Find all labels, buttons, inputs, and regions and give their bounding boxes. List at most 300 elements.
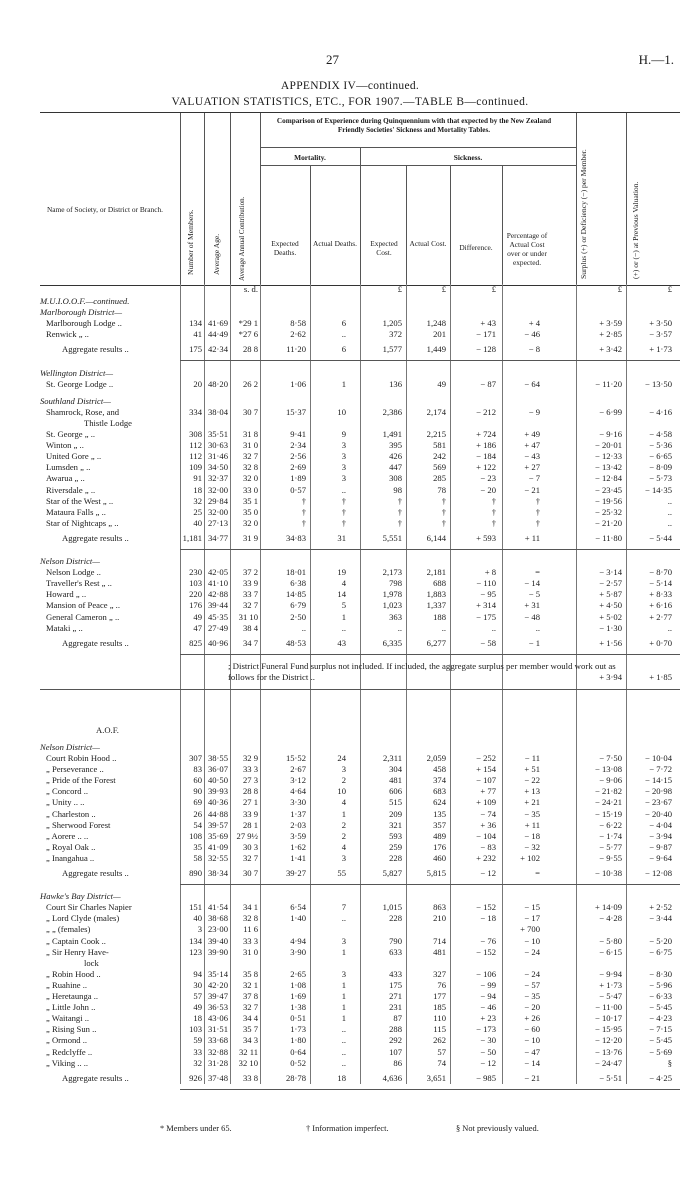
table-row	[40, 902, 680, 913]
row-name: Winton „ ..	[46, 440, 84, 451]
cell-surplus: + 5·02	[599, 611, 622, 622]
table-row	[40, 842, 680, 853]
row-name: „ Aorere .. ..	[46, 830, 89, 841]
cell-exp-cost: 292	[389, 1035, 402, 1046]
cell-percent: †	[535, 495, 540, 506]
cell-contrib: 32 9	[242, 753, 258, 763]
cell-surplus: − 2·57	[599, 578, 622, 589]
row-name: „ Inangahua ..	[46, 852, 95, 863]
cell-act-deaths: ..	[341, 1035, 346, 1046]
row-name: Renwick „ ..	[46, 329, 89, 340]
cell-previous: − 9·87	[649, 841, 672, 852]
cell-previous: + 3·50	[649, 318, 672, 329]
row-name: Hawke's Bay District—	[40, 891, 121, 902]
cell-difference: − 46	[480, 1002, 496, 1013]
note-values	[40, 672, 680, 683]
cell-previous: − 4·04	[649, 819, 672, 830]
cell-difference: − 152	[476, 902, 496, 913]
cell-act-deaths: 1	[341, 979, 346, 990]
cell-surplus: + 3·59	[599, 318, 622, 329]
row-name: Traveller's Rest „ ..	[46, 578, 112, 589]
cell-exp-cost: 259	[389, 841, 402, 852]
cell-act-deaths: 3	[341, 451, 346, 462]
cell-act-deaths: 2	[341, 830, 346, 841]
cell-act-cost: †	[441, 517, 446, 528]
cell-surplus: − 12·84	[594, 473, 622, 484]
cell-act-cost: 569	[433, 462, 446, 473]
cell-exp-cost: 2,386	[382, 406, 402, 417]
cell-act-deaths: 14	[337, 589, 346, 600]
cell-contrib: 32 10	[238, 1057, 258, 1068]
row-name: „ Viking .. ..	[46, 1057, 89, 1068]
cell-exp-cost: 5,551	[382, 532, 402, 543]
unit-row	[40, 284, 680, 295]
cell-previous: − 3·94	[649, 830, 672, 841]
cell-age: 33·68	[207, 1035, 228, 1046]
cell-percent: − 1	[528, 637, 540, 648]
cell-exp-cost: 1,491	[382, 429, 402, 439]
unit-previous: £	[667, 284, 672, 294]
cell-previous: §	[667, 1057, 672, 1068]
unit-surplus: £	[617, 284, 622, 294]
cell-age: 32·00	[207, 506, 228, 517]
cell-previous: − 5·44	[649, 532, 672, 543]
cell-previous: − 9·64	[649, 852, 672, 863]
cell-act-deaths: ..	[341, 913, 346, 924]
cell-members: 40	[193, 913, 202, 924]
row-name: Aggregate results ..	[62, 868, 129, 878]
cell-age: 29·84	[207, 495, 228, 506]
cell-act-deaths: 1	[341, 808, 346, 819]
cell-age: 41·10	[207, 578, 228, 589]
cell-difference: + 36	[480, 819, 496, 830]
cell-age: 41·54	[207, 902, 228, 913]
cell-contrib: 31 0	[242, 440, 258, 451]
cell-surplus: − 5·77	[599, 841, 622, 852]
cell-exp-cost: 515	[389, 797, 402, 808]
cell-age: 44·49	[207, 329, 228, 340]
cell-percent: − 14	[524, 578, 540, 589]
cell-exp-cost: 87	[393, 1013, 402, 1024]
cell-exp-deaths: 2·34	[290, 440, 306, 451]
cell-exp-cost: 4,636	[382, 1072, 402, 1083]
cell-difference: + 724	[476, 429, 496, 439]
row-name: Awarua „ ..	[46, 473, 85, 484]
cell-contrib: 34 7	[242, 637, 258, 648]
row-rule	[180, 884, 680, 885]
cell-age: 27·49	[207, 622, 228, 633]
cell-difference: †	[491, 517, 496, 528]
table-row	[40, 809, 680, 820]
cell-contrib: 31 0	[242, 946, 258, 957]
cell-act-deaths: ..	[341, 622, 346, 633]
cell-age: 32·55	[207, 852, 228, 863]
table-row	[40, 462, 680, 473]
cell-percent: − 35	[524, 808, 540, 819]
cell-exp-cost: 98	[393, 484, 402, 495]
cell-members: 3	[197, 924, 202, 935]
cell-exp-deaths: 2·67	[290, 764, 306, 775]
table-row	[40, 969, 680, 980]
cell-exp-deaths: 1·40	[290, 913, 306, 924]
cell-contrib: 32 0	[242, 473, 258, 484]
cell-act-cost: 688	[433, 578, 446, 589]
cell-exp-cost: 228	[389, 852, 402, 863]
cell-exp-cost: 86	[393, 1057, 402, 1068]
cell-age: 42·20	[207, 979, 228, 990]
cell-surplus: − 15·19	[594, 808, 622, 819]
cell-surplus: − 21·82	[594, 786, 622, 797]
table-row	[40, 429, 680, 440]
row-name: Nelson District—	[40, 741, 100, 752]
cell-age: 38·34	[207, 868, 228, 878]
header-surplus: Surplus (+) or Deficiency (−) per Member.	[579, 149, 588, 279]
cell-previous: − 8·09	[649, 462, 672, 473]
cell-percent: − 18	[524, 830, 540, 841]
cell-exp-cost: 633	[389, 946, 402, 957]
cell-exp-cost: 790	[389, 935, 402, 946]
row-name: Nelson Lodge ..	[46, 567, 101, 578]
cell-exp-cost: 304	[389, 764, 402, 775]
cell-members: 175	[189, 344, 202, 355]
cell-previous: − 13·50	[644, 378, 672, 389]
cell-exp-cost: 1,015	[382, 902, 402, 913]
cell-exp-deaths: 3·59	[290, 830, 306, 841]
cell-contrib: 33 9	[242, 808, 258, 819]
cell-difference: − 76	[480, 935, 496, 946]
cell-contrib: 33 7	[242, 589, 258, 600]
row-name: Aggregate results ..	[62, 637, 129, 648]
cell-exp-deaths: 3·90	[290, 946, 306, 957]
cell-difference: − 74	[480, 808, 496, 819]
cell-percent: − 20	[524, 1002, 540, 1013]
cell-exp-deaths: 2·03	[290, 819, 306, 830]
cell-members: 103	[189, 578, 202, 589]
cell-act-deaths: †	[341, 506, 346, 517]
table-row	[40, 958, 680, 969]
table-row	[40, 318, 680, 329]
aggregate-row	[40, 344, 680, 355]
row-name: Shamrock, Rose, and	[46, 406, 120, 417]
row-name: „ Perseverance ..	[46, 764, 104, 775]
cell-surplus: − 9·55	[599, 852, 622, 863]
cell-surplus: − 6·99	[599, 406, 622, 417]
table-row	[40, 1002, 680, 1013]
cell-difference: − 99	[480, 979, 496, 990]
cell-age: 42·05	[207, 567, 228, 578]
cell-act-cost: 1,337	[426, 600, 446, 611]
table-row	[40, 589, 680, 600]
cell-percent: =	[535, 868, 540, 878]
row-name: „ Rising Sun ..	[46, 1024, 97, 1035]
table-row	[40, 980, 680, 991]
cell-act-deaths: 2	[341, 775, 346, 786]
cell-age: 48·20	[207, 378, 228, 389]
cell-difference: − 152	[476, 946, 496, 957]
cell-difference: + 593	[476, 532, 496, 543]
cell-act-cost: 5,815	[426, 868, 446, 878]
cell-members: 33	[193, 1046, 202, 1057]
cell-contrib: 34 1	[242, 902, 258, 913]
table-row	[40, 451, 680, 462]
cell-previous: − 7·72	[649, 764, 672, 775]
cell-percent: + 11	[524, 532, 540, 543]
cell-members: 54	[193, 819, 202, 830]
cell-members: 230	[189, 567, 202, 578]
cell-members: 134	[189, 318, 202, 329]
cell-age: 32·37	[207, 473, 228, 484]
cell-contrib: 31 10	[238, 611, 258, 622]
cell-contrib: 32 8	[242, 462, 258, 473]
cell-act-deaths: 10	[337, 786, 346, 797]
cell-exp-deaths: 28·78	[285, 1072, 306, 1083]
cell-act-cost: 1,449	[426, 344, 446, 355]
cell-act-cost: 78	[437, 484, 446, 495]
cell-percent: − 60	[524, 1024, 540, 1035]
cell-contrib: 33 3	[242, 935, 258, 946]
section-heading	[40, 296, 680, 307]
cell-exp-deaths: 9·41	[290, 429, 306, 439]
cell-act-cost: 177	[433, 991, 446, 1001]
cell-surplus: − 5·80	[599, 935, 622, 946]
cell-percent: − 64	[524, 378, 540, 389]
cell-age: 38·55	[207, 753, 228, 763]
cell-members: 103	[189, 1024, 202, 1035]
cell-surplus: − 23·45	[594, 484, 622, 495]
cell-exp-deaths: 1·80	[290, 1035, 306, 1046]
cell-surplus: + 2·85	[599, 329, 622, 340]
row-name: Marlborough Lodge ..	[46, 318, 122, 329]
row-rule	[180, 549, 680, 550]
cell-age: 40·50	[207, 775, 228, 786]
cell-contrib: 28 8	[242, 344, 258, 355]
cell-members: 57	[193, 991, 202, 1001]
cell-previous: − 4·58	[649, 429, 672, 439]
cell-act-cost: 683	[433, 786, 446, 797]
cell-contrib: 27 9½	[236, 830, 258, 841]
header-actual-deaths: Actual Deaths.	[313, 239, 357, 248]
cell-exp-cost: 447	[389, 462, 402, 473]
note-previous: + 1·85	[649, 671, 672, 682]
cell-difference: − 128	[476, 344, 496, 355]
unit-exp-cost: £	[397, 284, 402, 294]
cell-contrib: 11 6	[243, 924, 258, 935]
cell-exp-deaths: 1·41	[290, 852, 306, 863]
table-row	[40, 924, 680, 935]
cell-exp-deaths: 18·01	[285, 567, 306, 578]
cell-members: 108	[189, 830, 202, 841]
cell-age: 39·90	[207, 946, 228, 957]
row-name: „ Unity .. ..	[46, 797, 85, 808]
header-expected-cost: Expected Cost.	[370, 239, 398, 257]
cell-members: 18	[193, 1013, 202, 1024]
cell-surplus: + 1·73	[599, 979, 622, 990]
row-name: „ Concord ..	[46, 786, 89, 797]
table-row	[40, 913, 680, 924]
cell-exp-deaths: †	[301, 495, 306, 506]
cell-difference: + 232	[476, 852, 496, 863]
cell-surplus: − 11·20	[595, 378, 622, 389]
cell-contrib: 37 2	[242, 567, 258, 578]
cell-members: 49	[193, 1002, 202, 1013]
cell-exp-deaths: 0·64	[290, 1046, 306, 1057]
cell-surplus: − 24·47	[594, 1057, 622, 1068]
cell-act-deaths: 55	[337, 868, 346, 878]
row-name: Wellington District—	[40, 367, 113, 378]
table-title: VALUATION STATISTICS, ETC., FOR 1907.—TABLE B—continued.	[171, 96, 529, 108]
row-name: St. George „ ..	[46, 429, 96, 439]
cell-members: 41	[193, 329, 202, 340]
cell-act-deaths: 3	[341, 473, 346, 484]
row-name: Aggregate results ..	[62, 344, 129, 355]
cell-age: 39·40	[207, 935, 228, 946]
cell-surplus: − 5·47	[599, 991, 622, 1001]
cell-difference: − 212	[476, 406, 496, 417]
cell-difference: − 12	[480, 868, 496, 878]
cell-difference: + 314	[476, 600, 496, 611]
cell-surplus: − 9·06	[599, 775, 622, 786]
cell-percent: + 21	[524, 797, 540, 808]
cell-percent: − 21	[524, 484, 540, 495]
cell-contrib: 27 1	[242, 797, 258, 808]
cell-members: 112	[189, 451, 202, 462]
cell-contrib: 32 7	[242, 451, 258, 462]
cell-exp-deaths: 3·30	[290, 797, 306, 808]
cell-members: 40	[193, 517, 202, 528]
cell-contrib: 30 7	[242, 406, 258, 417]
cell-difference: ..	[491, 622, 496, 633]
cell-exp-cost: 606	[389, 786, 402, 797]
cell-surplus: − 4·28	[599, 913, 622, 924]
cell-act-cost: 458	[433, 764, 446, 775]
cell-previous: − 8·30	[649, 968, 672, 979]
cell-previous: + 2·52	[649, 902, 672, 913]
cell-difference: − 83	[480, 841, 496, 852]
cell-difference: − 173	[476, 1024, 496, 1035]
cell-members: 20	[193, 378, 202, 389]
table-row	[40, 820, 680, 831]
cell-members: 18	[193, 484, 202, 495]
cell-contrib: 32 11	[238, 1046, 258, 1057]
table-row	[40, 786, 680, 797]
cell-exp-cost: 363	[389, 611, 402, 622]
cell-exp-deaths: 1·89	[290, 473, 306, 484]
cell-age: 40·96	[207, 637, 228, 648]
cell-exp-deaths: 4·94	[290, 935, 306, 946]
cell-surplus: − 13·42	[594, 462, 622, 473]
row-name: Aggregate results ..	[62, 1072, 129, 1083]
cell-exp-cost: 1,577	[382, 344, 402, 355]
table-row	[40, 725, 680, 736]
cell-contrib: 27 3	[242, 775, 258, 786]
cell-age: 23·00	[207, 924, 228, 935]
cell-exp-deaths: 1·08	[290, 979, 306, 990]
cell-contrib: *29 1	[238, 318, 258, 329]
row-name: „ Ruahine ..	[46, 979, 88, 990]
row-rule	[180, 360, 680, 361]
cell-difference: + 23	[480, 1013, 496, 1024]
cell-exp-deaths: 1·06	[290, 378, 306, 389]
cell-contrib: 35 8	[242, 968, 258, 979]
cell-age: 41·69	[207, 318, 228, 329]
cell-contrib: 32 7	[242, 1002, 258, 1013]
cell-previous: − 10·04	[644, 753, 672, 763]
cell-difference: − 110	[476, 578, 496, 589]
cell-members: 91	[193, 473, 202, 484]
cell-act-cost: 489	[433, 830, 446, 841]
row-name: Thistle Lodge	[84, 417, 132, 428]
table-body	[40, 284, 680, 1084]
cell-age: 27·13	[207, 517, 228, 528]
cell-difference: − 107	[476, 775, 496, 786]
cell-act-deaths: 1	[341, 946, 346, 957]
header-percent: Percentage of Actual Cost over or under expected.	[506, 231, 548, 267]
cell-exp-cost: †	[397, 495, 402, 506]
row-name: „ Charleston ..	[46, 808, 96, 819]
section-rule	[40, 689, 680, 690]
cell-act-cost: 2,181	[426, 567, 446, 578]
cell-contrib: 30 3	[242, 841, 258, 852]
cell-members: 926	[189, 1072, 202, 1083]
cell-act-deaths: 3	[341, 852, 346, 863]
cell-act-cost: 201	[433, 329, 446, 340]
appendix-title: APPENDIX IV—continued.	[280, 80, 420, 92]
cell-previous: + 0·70	[649, 637, 672, 648]
cell-percent: =	[535, 567, 540, 578]
cell-difference: − 95	[480, 589, 496, 600]
cell-age: 39·44	[207, 600, 228, 611]
table-row	[40, 518, 680, 529]
cell-exp-deaths: 14·85	[285, 589, 306, 600]
cell-previous: − 6·75	[649, 946, 672, 957]
cell-surplus: − 7·50	[599, 753, 622, 763]
row-name: „ Royal Oak ..	[46, 841, 96, 852]
cell-act-deaths: 6	[341, 318, 346, 329]
cell-exp-deaths: 6·38	[290, 578, 306, 589]
cell-exp-cost: 481	[389, 775, 402, 786]
cell-members: 35	[193, 841, 202, 852]
cell-age: 42·34	[207, 344, 228, 355]
cell-contrib: 33 0	[242, 484, 258, 495]
cell-act-deaths: ..	[341, 1024, 346, 1035]
cell-percent: − 48	[524, 611, 540, 622]
cell-age: 31·46	[207, 451, 228, 462]
cell-previous: − 6·33	[649, 991, 672, 1001]
row-name: St. George Lodge ..	[46, 378, 114, 389]
cell-members: 47	[193, 622, 202, 633]
cell-age: 45·35	[207, 611, 228, 622]
row-name: Star of the West „ ..	[46, 495, 114, 506]
section-heading	[40, 742, 680, 753]
row-name: Court Robin Hood ..	[46, 753, 117, 763]
cell-act-deaths: 43	[337, 637, 346, 648]
section-heading	[40, 556, 680, 567]
cell-act-cost: 1,248	[426, 318, 446, 329]
cell-percent: + 11	[524, 819, 540, 830]
table-row	[40, 1035, 680, 1046]
cell-contrib: 31 9	[242, 532, 258, 543]
cell-age: 31·28	[207, 1057, 228, 1068]
cell-surplus: − 9·16	[599, 429, 622, 439]
header-previous: (+) or (−) at Previous Valuation.	[631, 181, 640, 279]
cell-members: 26	[193, 808, 202, 819]
cell-act-cost: 2,059	[426, 753, 446, 763]
row-name: Howard „ ..	[46, 589, 87, 600]
cell-age: 42·88	[207, 589, 228, 600]
cell-exp-cost: 5,827	[382, 868, 402, 878]
table-row	[40, 991, 680, 1002]
cell-exp-cost: 231	[389, 1002, 402, 1013]
